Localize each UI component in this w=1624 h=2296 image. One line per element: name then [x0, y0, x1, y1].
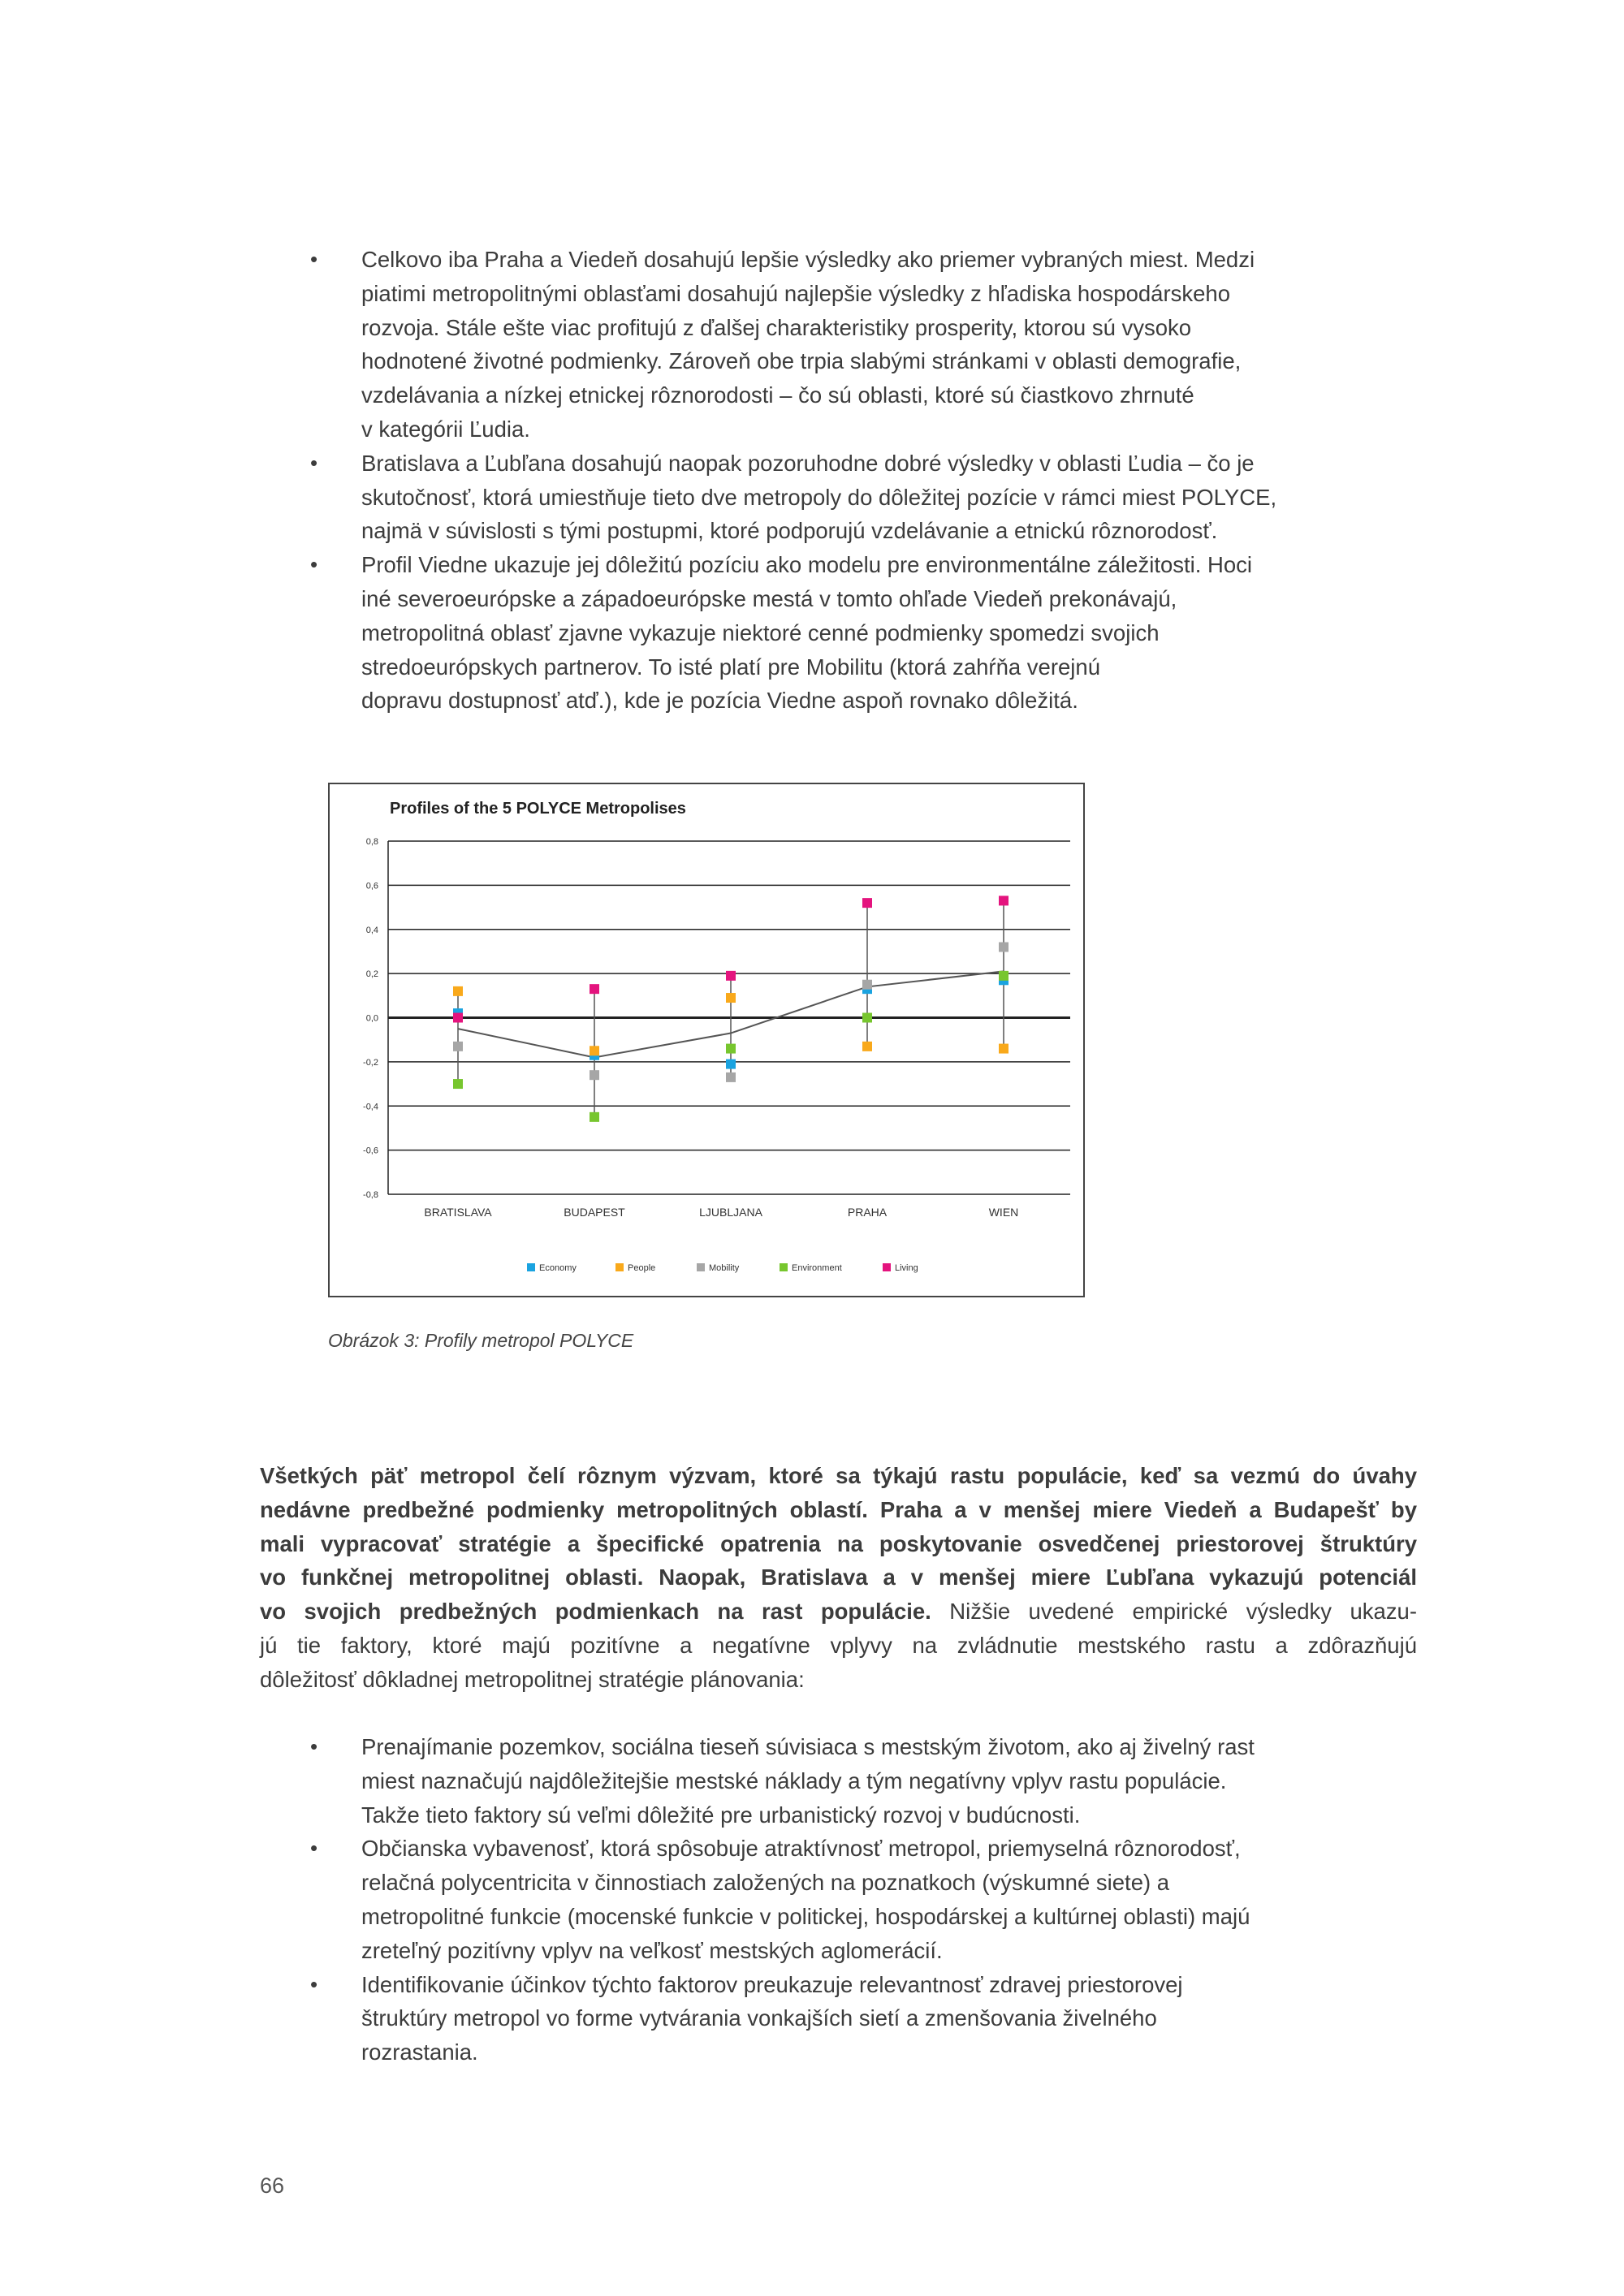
bullet-text-line: rozrastania.	[361, 2039, 478, 2065]
marker-mobility	[999, 943, 1009, 952]
y-tick-label: -0,2	[363, 1057, 378, 1068]
bullet-text-line: Občianska vybavenosť, ktorá spôsobuje atraktívnosť metropol, priemyselná rôznorodosť,	[361, 1836, 1241, 1862]
bullet-item	[260, 548, 1417, 718]
y-tick-label: -0,8	[363, 1190, 378, 1200]
paragraph-line	[260, 1595, 1417, 1629]
x-tick-label: PRAHA	[847, 1206, 888, 1219]
bullet-text-line: hodnotené životné podmienky. Zároveň obe trpia slabými stránkami v oblasti demografie,	[361, 348, 1242, 374]
bullet-text-line: Celkovo iba Praha a Viedeň dosahujú lepšie výsledky ako priemer vybraných miest. Medzi	[361, 247, 1255, 272]
bullet-text-line: miest naznačujú najdôležitejšie mestské náklady a tým negatívny vplyv rastu populácie.	[361, 1767, 1227, 1793]
marker-mobility	[726, 1072, 736, 1082]
y-tick-label: 0,0	[365, 1013, 378, 1024]
bullet-text-line: rozvoja. Stále ešte viac profitujú z ďalšej charakteristiky prosperity, ktorou sú vysoko	[361, 314, 1192, 340]
bullet-list-bottom	[260, 1730, 1417, 2069]
bullet-text-line: metropolitné funkcie (mocenské funkcie v politickej, hospodárskej a kultúrnej oblasti) majú	[361, 1903, 1250, 1929]
bullet-text-line: dopravu dostupnosť atď.), kde je pozícia Viedne aspoň rovnako dôležitá.	[361, 688, 1078, 714]
bullet-text-line: Prenajímanie pozemkov, sociálna tieseň súvisiaca s mestským životom, ako aj živelný rast	[361, 1734, 1255, 1759]
bullet-item	[260, 1968, 1417, 2069]
x-tick-label: BUDAPEST	[564, 1206, 625, 1219]
bold-text: Všetkých päť metropol čelí rôznym výzvam, ktoré sa týkajú rastu populácie, keď sa vezmú do úvahy	[260, 1463, 1417, 1488]
marker-people	[862, 1042, 872, 1051]
summary-paragraph	[260, 1459, 1417, 1697]
legend-swatch	[615, 1263, 624, 1271]
paragraph-line	[260, 1663, 1417, 1697]
marker-mobility	[862, 980, 872, 990]
marker-environment	[453, 1079, 463, 1089]
bullet-text-line: štruktúry metropol vo forme vytvárania vonkajších sietí a zmenšovania živelného	[361, 2005, 1157, 2031]
marker-environment	[590, 1112, 599, 1122]
bullet-icon: •	[310, 552, 318, 577]
paragraph-line	[260, 1459, 1417, 1493]
y-tick-label: 0,6	[365, 881, 378, 891]
bullet-text-line: stredoeurópskych partnerov. To isté platí pre Mobilitu (ktorá zahŕňa verejnú	[361, 654, 1100, 680]
bullet-text-line: iné severoeurópske a západoeurópske mestá v tomto ohľade Viedeň prekonávajú,	[361, 585, 1177, 611]
y-tick-label: 0,4	[365, 925, 378, 935]
bullet-item	[260, 1832, 1417, 1967]
marker-environment	[862, 1013, 872, 1023]
page-number: 66	[260, 2173, 285, 2198]
legend-label: People	[628, 1263, 656, 1273]
bullet-list-top	[260, 243, 1417, 718]
profiles-chart	[330, 784, 1083, 1296]
paragraph-line	[260, 1493, 1417, 1527]
bullet-text-line: vzdelávania a nízkej etnickej rôznorodosti – čo sú oblasti, ktoré sú čiastkovo zhrnuté	[361, 382, 1194, 408]
bullet-text-line: skutočnosť, ktorá umiestňuje tieto dve metropoly do dôležitej pozície v rámci miest POLYCE,	[361, 484, 1277, 510]
paragraph-line	[260, 1560, 1417, 1595]
bullet-icon: •	[310, 1734, 318, 1759]
x-tick-label: LJUBLJANA	[699, 1206, 762, 1219]
bullet-text-line: metropolitná oblasť zjavne vykazuje niektoré cenné podmienky spomedzi svojich	[361, 619, 1160, 645]
bullet-text-line: najmä v súvislosti s tými postupmi, ktoré podporujú vzdelávanie a etnickú rôznorodosť.	[361, 518, 1218, 544]
y-tick-label: 0,2	[365, 969, 378, 980]
marker-environment	[726, 1044, 736, 1054]
marker-environment	[999, 971, 1009, 981]
y-tick-label: 0,8	[365, 837, 378, 847]
bullet-icon: •	[310, 450, 318, 475]
bullet-item	[260, 243, 1417, 447]
marker-economy	[726, 1060, 736, 1069]
legend-label: Economy	[539, 1263, 577, 1273]
bullet-icon: •	[310, 1971, 318, 1996]
bullet-text-line: Identifikovanie účinkov týchto faktorov preukazuje relevantnosť zdravej priestorovej	[361, 1971, 1183, 1997]
legend-label: Mobility	[709, 1263, 740, 1273]
chart-title: Profiles of the 5 POLYCE Metropolises	[390, 800, 686, 818]
bold-text: nedávne predbežné podmienky metropolitných oblastí. Praha a v menšej miere Viedeň a Budapešť by	[260, 1496, 1417, 1522]
bold-text: vo svojich predbežných podmienkach na rast populácie.	[260, 1599, 931, 1625]
regular-text: jú tie faktory, ktoré majú pozitívne a negatívne vplyvy na zvládnutie mestského rastu a zdôrazňujú	[260, 1632, 1417, 1658]
paragraph-line	[260, 1629, 1417, 1663]
bullet-text-line: Bratislava a Ľubľana dosahujú naopak pozoruhodne dobré výsledky v oblasti Ľudia – čo je	[361, 450, 1255, 476]
bullet-icon: •	[310, 1836, 318, 1861]
bullet-text-line: relačná polycentricita v činnostiach založených na poznatkoch (výskumné siete) a	[361, 1870, 1170, 1896]
y-tick-label: -0,4	[363, 1102, 378, 1112]
marker-mobility	[453, 1042, 463, 1051]
bold-text: mali vypracovať stratégie a špecifické opatrenia na poskytovanie osvedčenej priestorovej štruktúry	[260, 1530, 1417, 1556]
bold-text: vo funkčnej metropolitnej oblasti. Naopak, Bratislava a v menšej miere Ľubľana vykazujú potenciál	[260, 1564, 1417, 1590]
marker-people	[590, 1046, 599, 1055]
marker-people	[999, 1044, 1009, 1054]
legend-label: Living	[895, 1263, 918, 1273]
x-tick-label: WIEN	[988, 1206, 1019, 1219]
bullet-icon: •	[310, 247, 318, 271]
legend-swatch	[883, 1263, 891, 1271]
marker-living	[590, 984, 599, 994]
bullet-item	[260, 447, 1417, 548]
bullet-text-line: zreteľný pozitívny vplyv na veľkosť mestských aglomerácií.	[361, 1937, 943, 1963]
legend-label: Environment	[792, 1263, 842, 1273]
marker-mobility	[590, 1070, 599, 1080]
marker-living	[453, 1013, 463, 1023]
y-tick-label: -0,6	[363, 1146, 378, 1156]
bullet-text-line: Takže tieto faktory sú veľmi dôležité pre urbanistický rozvoj v budúcnosti.	[361, 1802, 1081, 1828]
bullet-text-line: Profil Viedne ukazuje jej dôležitú pozíciu ako modelu pre environmentálne záležitosti. Hoci	[361, 552, 1253, 578]
bullet-text-line: v kategórii Ľudia.	[361, 416, 530, 442]
regular-text: Nižšie uvedené empirické výsledky ukazu-	[931, 1599, 1418, 1625]
legend-swatch	[780, 1263, 788, 1271]
chart-figure	[328, 783, 1085, 1297]
figure-caption: Obrázok 3: Profily metropol POLYCE	[328, 1330, 634, 1351]
bullet-text-line: piatimi metropolitnými oblasťami dosahujú najlepšie výsledky z hľadiska hospodárskeho	[361, 280, 1230, 306]
legend-swatch	[527, 1263, 535, 1271]
regular-text: dôležitosť dôkladnej metropolitnej stratégie plánovania:	[260, 1666, 805, 1692]
marker-living	[999, 896, 1009, 905]
marker-living	[862, 898, 872, 908]
legend-swatch	[697, 1263, 705, 1271]
paragraph-line	[260, 1527, 1417, 1561]
marker-people	[726, 993, 736, 1003]
x-tick-label: BRATISLAVA	[424, 1206, 492, 1219]
marker-people	[453, 986, 463, 996]
bullet-item	[260, 1730, 1417, 1832]
marker-living	[726, 971, 736, 981]
